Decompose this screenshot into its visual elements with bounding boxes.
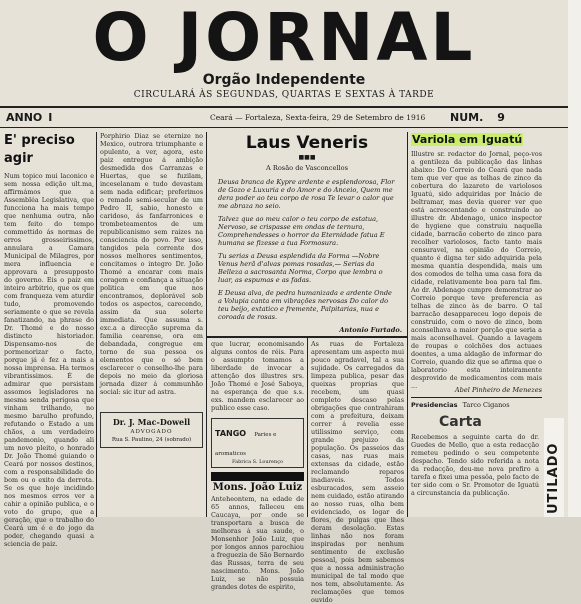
center-lower-left [211, 340, 304, 591]
carta-heading: Carta [439, 414, 482, 430]
poem-stanzas [212, 178, 402, 321]
left-heading: E' preciso agir [4, 133, 75, 166]
poem-stanza-2: Talvez que ao meu calor o teu corpo de estatua, Nervoso, se crispasse em ondas de ternura, Comprehendesses o horror da Eternidade fatua E humana se fizesse a tua Formosura. [218, 215, 385, 247]
city-date: Ceará — Fortaleza, Sexta-feira, 29 de Setembro de 1916 [210, 113, 426, 122]
anno-label [6, 111, 52, 124]
col-a-text: que lucrar, economisando alguns contos de réis. Para o assumpto tomamos a liberdade de invocar a attenção dos illustres srs. João Thomé e José Saboya, na esperança de que s.s. exs. mandem esclarecer ao publico esse caso. [211, 340, 304, 412]
masthead-rule-bottom [0, 127, 568, 128]
anno-value: I [48, 111, 53, 124]
right-heading [411, 132, 542, 148]
page-margin-strip [568, 0, 581, 517]
poem-stanza-1: Deusa branca de Kypre ardente e esplendorosa, Flor de Gozo e Luxuria e do Amor e do Anceio, Quem me dera poder ao teu corpo de rosa Te levar o calor que me abraza no seio. [218, 178, 395, 210]
black-bar [211, 472, 304, 481]
column-rule-1 [96, 132, 97, 517]
right-rule [411, 397, 542, 398]
center-lower-right [311, 340, 404, 604]
tango-ad [211, 418, 304, 468]
strip-text: Presidencias [411, 401, 458, 409]
left-column [4, 132, 94, 548]
masthead-subtitle: Orgão Independente [202, 72, 366, 88]
right-heading-text: Variola em Iguatú [412, 133, 523, 146]
center-rule-horizontal [206, 336, 407, 338]
carta-text: Recebemos a seguinte carta do dr. Guedes de Mello, que a esta redacção remeteu pedindo o seu competente despacho. Tendo sido referida a nota da redacção, deu-me nova prefiro a tarefa e fixei uma pessôa, pelo facto de ter sido com o Sr. Promotor de Iguatú a circunstancia da publicação. [411, 433, 539, 497]
side-label-box [544, 418, 564, 517]
side-label: UTILADO [546, 442, 561, 514]
poem-stanza-4: E Deusa alva, de pedra humanizada e ardente Onde a Volupia canta em vibrações nervosas Do calor do teu beijo, extatico e fremente, Palpitarias, nua e coroada de rosas. [218, 289, 392, 321]
mons-text: Anteheontem, na edade de 65 annos, falleceu em Caucaya, por onde se transportara a busca de melhoras á sua saude, o Monsenhor João Luiz, que por longos annos parochiou a freguezia de São Bernardo das Russas, terra de seu nascimento. Mons. João Luiz, se não possuia grandes dotes de espirito, [211, 495, 304, 591]
advogado-ad [100, 412, 203, 448]
masthead-tagline: CIRCULARÁ ÀS SEGUNDAS, QUARTAS E SEXTAS À TARDE [133, 90, 435, 100]
tango-sub: Fabrica S. Lourenço [231, 459, 284, 465]
byline: A Rosão de Vasconcellos [266, 164, 348, 172]
col-b-text: As ruas de Fortaleza apresentam um aspecto mui pouco agradavel, tal a sua sujidade. Os carregados da limpeza publica, pesar das queixas proprias que recebem, um quasi completo descaso pelas obrigações que contrahiram com a prefeitura, deixam correr á revelia esse utilissimo serviço, com grande prejuizo da população. Os passeios das casas, nas ruas mais extensas da cidade, estão reclamando reparos inadiaveis. Todos esburacados, sem asseio nem cuidado, estão atirando ao nosso ruas, olha bem evidenciado, os logar de flores, de pulgas que lhes deram desolação. Estas linhas não nos foram inspiradas por nenhum sentimento de exclusão pessoal, pois bem sabemos que a nossa administração municipal de tal modo que nos tem, absolutamente. As reclamações que temos ouvido [311, 340, 404, 604]
center-heading: Laus Veneris [245, 133, 369, 153]
right-column [411, 132, 542, 517]
second-column [100, 132, 203, 517]
anno-label-text: ANNO [6, 111, 43, 124]
num-value: 9 [497, 111, 505, 124]
left-article-text: Num topico mui laconico e sem nossa edição ult.ma, affirmámos que a Assembléa Legislativa, que funcciona ha mais tempo que nenhuma outra, não tem feito do tempo commettido ás normas de erros grosseirissimos, annulara a Camara Municipal de Milagres, por mera influencia e approvara a presupposto do governo. Eis o paiz em inteiro arbitrio, que os que com franqueza vem aturdir tudo, promovendo seriamente o que se revela fanatizando, na phrase do Dr. Thomé e do nosso distincto historiador. Dispensamo-nos de pormenorizar o facto, porque já é fez a mais a nossa imprensa. Ha termos vibrantissimos. É de admirar que persistam assomos legisladores na mesma senda perigosa que vinham trilhando, no mesmo barulho profundo, refutando o Estado a um chãos, a um verdadeiro pandemonio, quando ali um novo pleito, o honrado Dr. João Thomé guiando o Ceará por nossos destinos, com a responsabilidade do bom ou o exito da derrota. Se os que hoje incidindo nos mesmos erros ver a cahir a opinião publica, e o voto do grupo, que a geração, que o trabalho do Ceará um é e do jogo da poder, chegando quasi a sciencia de paiz. [4, 172, 94, 548]
column-rule-4 [307, 338, 308, 517]
column-rule-2 [206, 132, 207, 517]
poem-stanza-3: Tu serias a Deusa esplendida da Forma —Nobre Venus herã d'alvas pomas rosadas,— Serias da Belleza a sacrosanta Norma, Corpo que lembra o luar, as espumas e as fadas. [218, 252, 383, 284]
mons-heading: Mons. João Luiz [212, 482, 303, 493]
right-article-text: Illustre sr. redactor do Jornal, peço-vos a gentileza da publicação das linhas abaixo: Do Correio do Ceará que nada tem que ver que as telhas de zinco da cobertura do lazareto de variolosos Iguatú, sido adquiridas por Inácio de beltramar, mas devia querer ver que está acrescentando e construindo ao illustre dr. Abdenago, unico inspector de hygiene que construiu naquella cidade, barracão coberto de zinco para recolher variolosos, facto tanto mais censuravel, na opinião do Correio, quanto é digna ter sido adquirida pela mesma quantia despendida, mais um dos comodos de telha uma casa fora da cidade, relativamente boa para tal fim. Ao dr. Abdenago cumpre demonstrar ao Correio porque teve preferencia as telhas de zinco às de barro. O tal barracão desappareceu logo depois de construido, com o novo de zinco, bom aconselhava a maior porção que seria a mais aconselhavel. Quando a lavagem de roupas e colchões dos actuaes doentes, a uma aldagão de informar do Correio, quando diz que se afirma que o laboratorio esta inteiramente desprovido de medicamentos com mais ... [411, 150, 542, 390]
ad-name: Dr. J. Mac-Dowell [112, 417, 191, 427]
poem-signature: Antonio Furtado. [339, 326, 402, 334]
dateline-bar [0, 107, 568, 127]
right-signature: Abel Pinheiro de Menezes [454, 386, 542, 394]
strip-sub: Tarco Ciganos [462, 401, 510, 409]
center-article [212, 132, 402, 336]
second-article-text: Porphirio Diaz se eternize no Mexico, outrora triumphante e opulento, a ver, agora, este paiz entregue á ambição desmedida dos Carranzas e Huertas, que se fuzilam, inceselanam e tudo devastam sem nada edificar; preferimos o remado semi-secular de um Pedro II, sabio, honesto e caridoso, ás fanfarronices e trombeteamentos de um republicanismo sem raizes na consciencia do povo. Por isso, tangidos pela corrente dos nossos melhores sentimentos, concitamos o integro Dr. João Thomé a encarar com mais coragem e confiança a situação politica em que nos encontramos, deplorável sob todos os aspectos, carecendo, assim da sua solerte immediata. Que assuma s. exc.a a direcção suprema da familia cearense, ora em debandada, congregue em torno de sua pessoa os elementos que o só bem esclarecer o conselho-lhe para depois no meio da gloriosa jornada dizer á communhão social: sic itur ad astra. [100, 132, 203, 396]
tango-text: Paries e aromaticos [215, 432, 277, 457]
issue-number [450, 111, 505, 124]
ad-address: Rua S. Paulino, 24 (sobrado) [111, 437, 192, 443]
masthead-title: O JORNAL [92, 0, 476, 76]
tango-head: TANGO [215, 429, 247, 438]
num-label: NUM. [450, 111, 484, 124]
column-rule-3 [407, 132, 408, 517]
heading-ornament: ■■■ [298, 154, 316, 161]
presidencias-strip [411, 401, 542, 409]
ad-sub: ADVOGADO [130, 429, 173, 435]
